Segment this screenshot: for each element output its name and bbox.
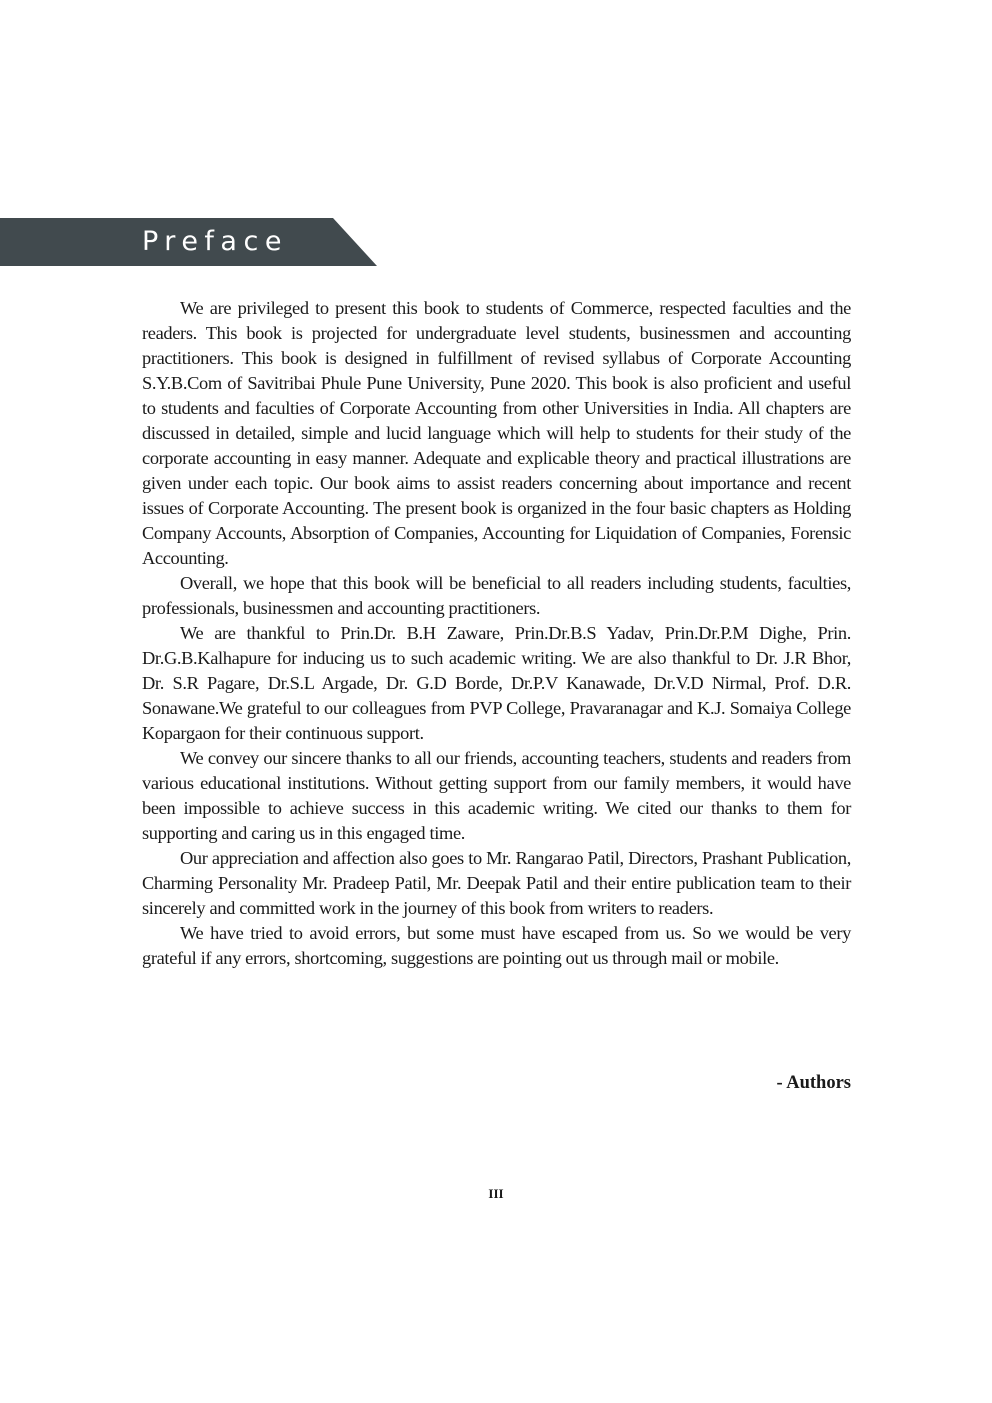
page-number: III <box>488 1186 504 1201</box>
paragraph: We are privileged to present this book to students of Commerce, respected faculties and the readers. This book is projected for undergraduate level students, businessmen and accounting practitioners. This book is designed in fulfillment of revised syllabus of Corporate Accounting S.Y.B.Com of Savitribai Phule Pune University, Pune 2020. This book is also proficient and useful to students and faculties of Corporate Accounting from other Universities in India. All chapters are discussed in detailed, simple and lucid language which will help to students for their study of the corporate accounting in easy manner. Adequate and explicable theory and practical illustrations are given under each topic. Our book aims to assist readers concerning about importance and recent issues of Corporate Accounting. The present book is organized in the four basic chapters as Holding Company Accounts, Absorption of Companies, Accounting for Liquidation of Companies, Forensic Accounting. <box>142 298 851 568</box>
signature: - Authors <box>776 1073 851 1093</box>
paragraph: We convey our sincere thanks to all our friends, accounting teachers, students and readers from various educational institutions. Without getting support from our family members, it would have been impossible to achieve success in this academic writing. We cited our thanks to them for supporting and caring us in this engaged time. <box>142 748 851 843</box>
paragraph: Overall, we hope that this book will be beneficial to all readers including students, faculties, professionals, businessmen and accounting practitioners. <box>142 573 851 618</box>
preface-body <box>142 296 851 971</box>
page-title: Preface <box>142 226 288 257</box>
paragraph: We are thankful to Prin.Dr. B.H Zaware, Prin.Dr.B.S Yadav, Prin.Dr.P.M Dighe, Prin. Dr.G.B.Kalhapure for inducing us to such academic writing. We are also thankful to Dr. J.R Bhor, Dr. S.R Pagare, Dr.S.L Argade, Dr. G.D Borde, Dr.P.V Kanawade, Dr.V.D Nirmal, Prof. D.R. Sonawane.We grateful to our colleagues from PVP College, Pravaranagar and K.J. Somaiya College Kopargaon for their continuous support. <box>142 623 851 743</box>
paragraph: Our appreciation and affection also goes to Mr. Rangarao Patil, Directors, Prashant Publication, Charming Personality Mr. Pradeep Patil, Mr. Deepak Patil and their entire publication team to their sincerely and committed work in the journey of this book from writers to readers. <box>142 848 851 918</box>
paragraph: We have tried to avoid errors, but some must have escaped from us. So we would be very grateful if any errors, shortcoming, suggestions are pointing out us through mail or mobile. <box>142 923 851 968</box>
